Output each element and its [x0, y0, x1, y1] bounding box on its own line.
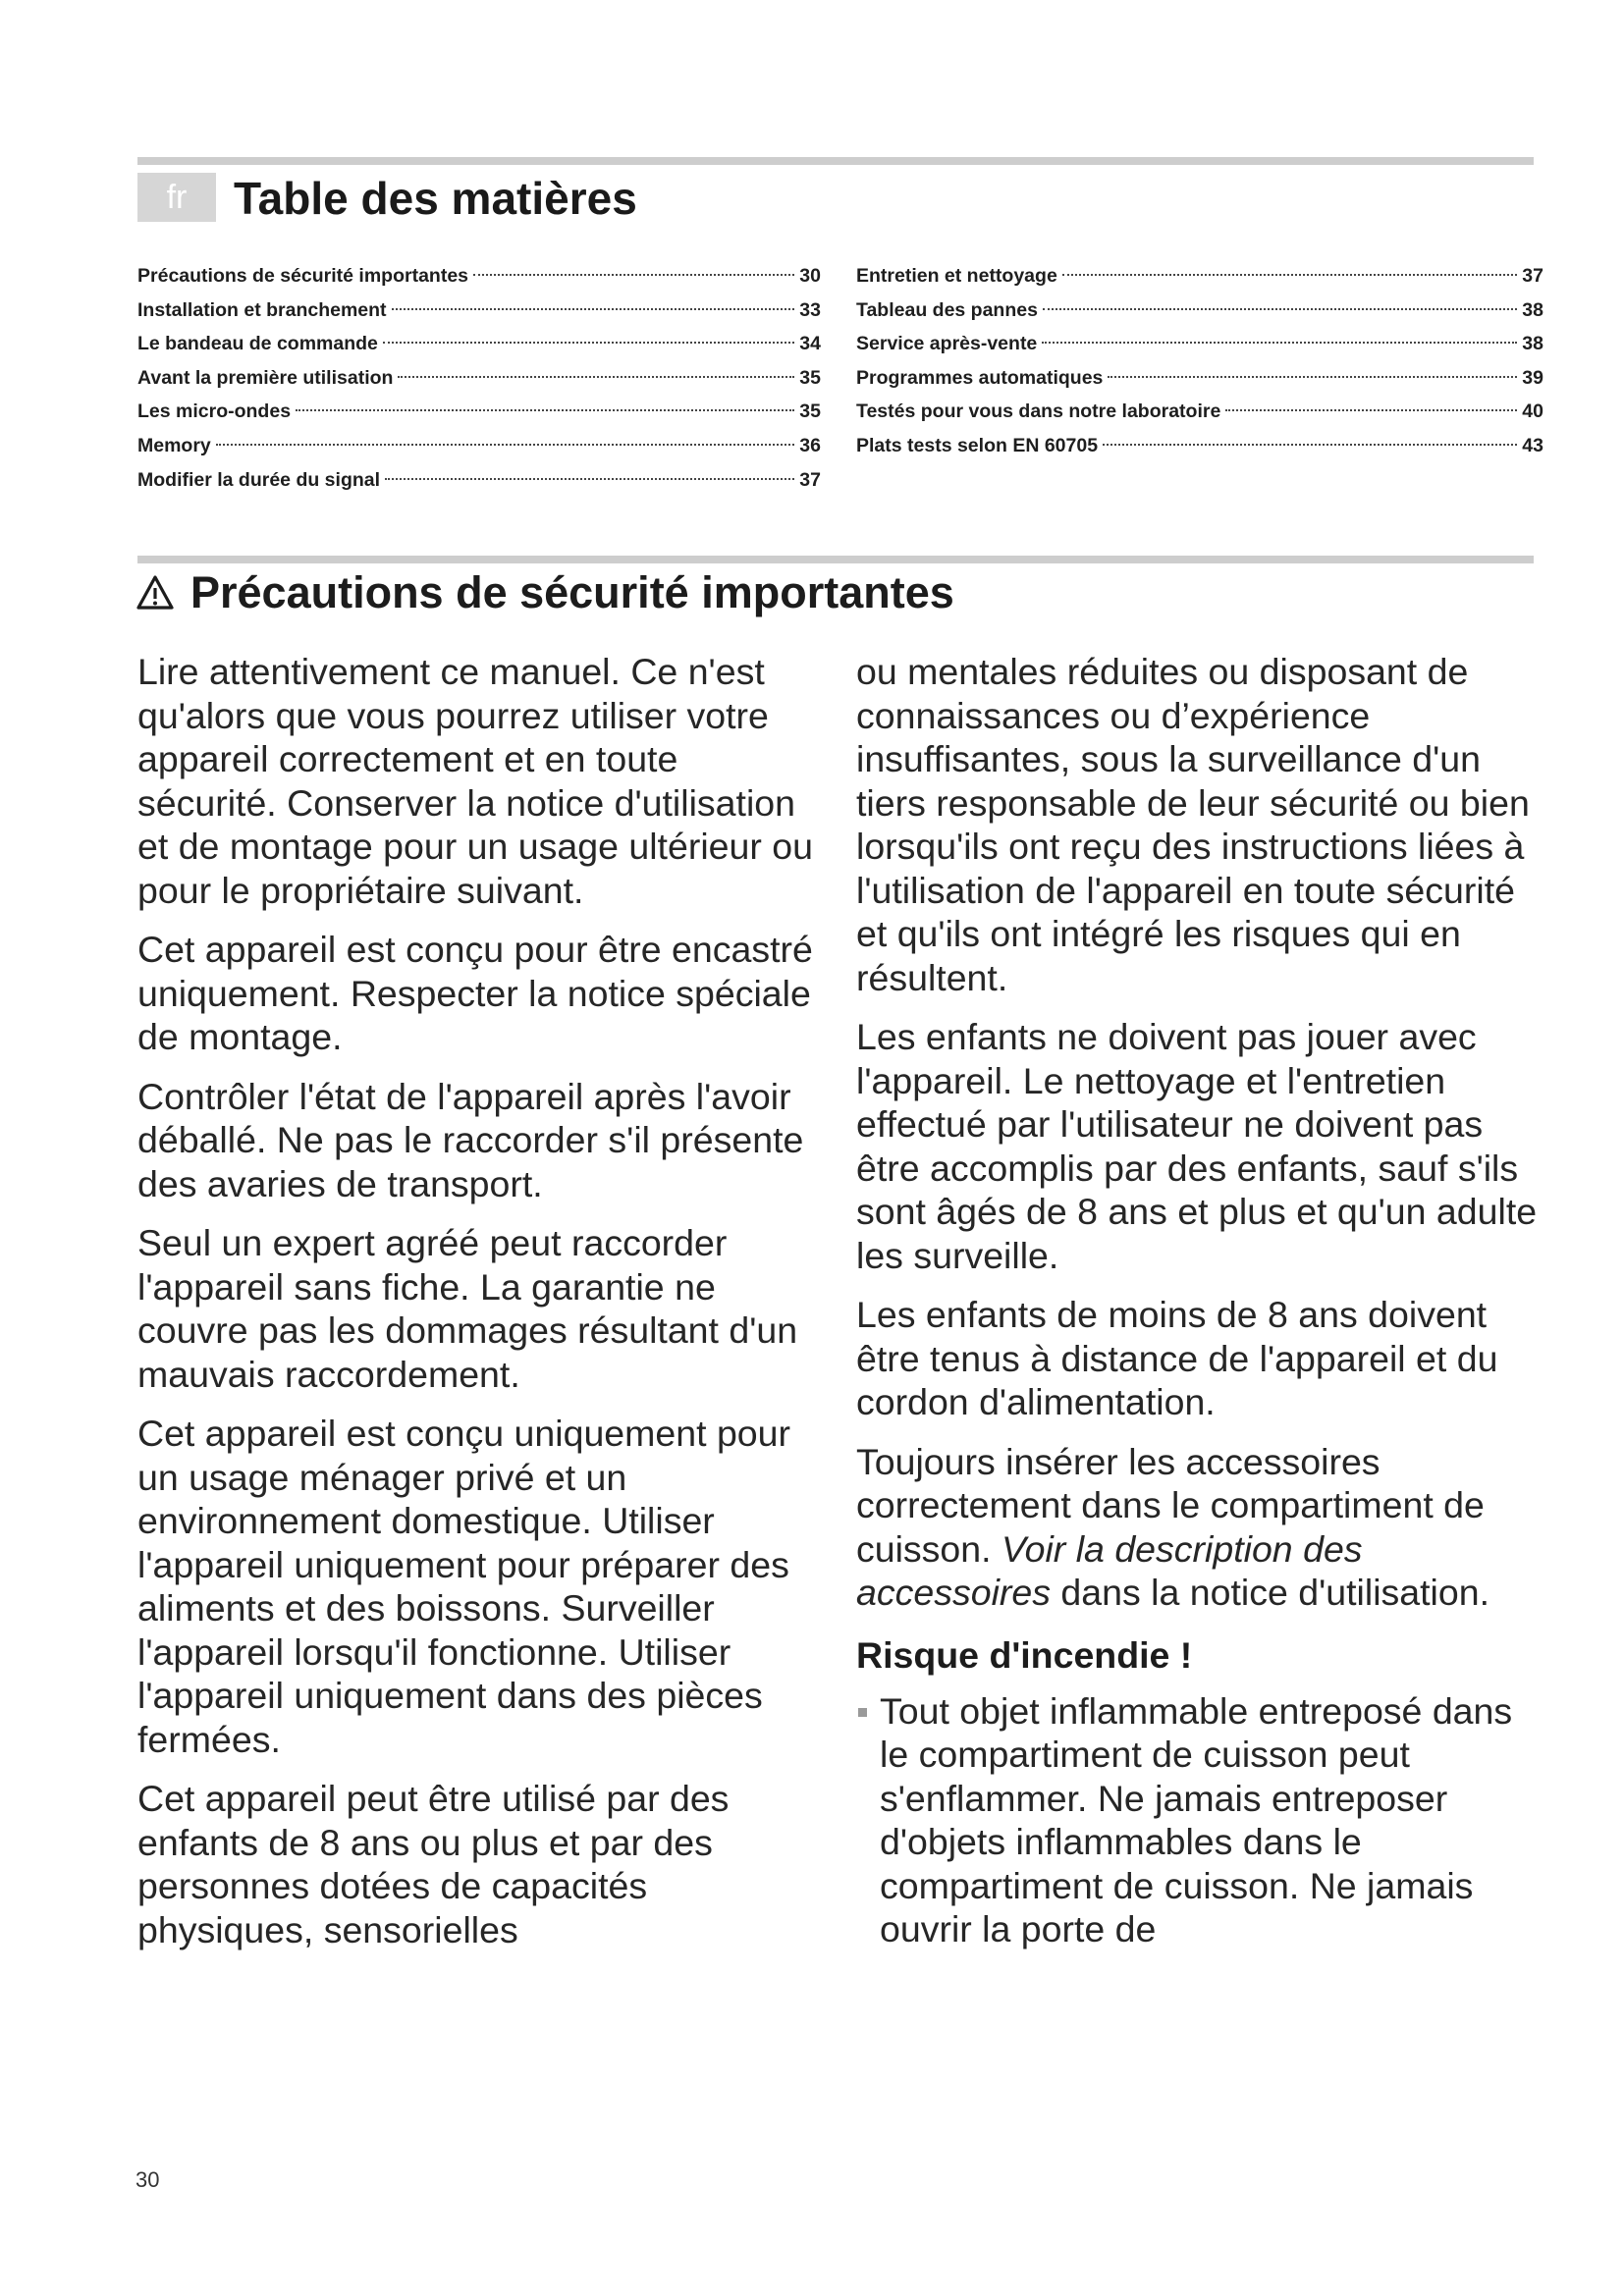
toc-entry-label: Memory [137, 434, 211, 456]
body-paragraph: Cet appareil peut être utilisé par des enfants de 8 ans ou plus et par des personnes dotées de capacités physiques, sensorielles [137, 1778, 730, 1950]
toc-leader-dots [473, 274, 794, 276]
toc-leader-dots [1108, 376, 1517, 378]
toc-entry-page: 34 [799, 333, 821, 355]
section-heading-text: Précautions de sécurité importantes [190, 567, 954, 617]
toc-entry-label: Modifier la durée du signal [137, 468, 381, 491]
toc-leader-dots [1042, 342, 1517, 344]
toc-entry[interactable] [856, 327, 1543, 361]
toc-entry-page: 35 [799, 366, 821, 389]
toc-entry-page: 36 [799, 434, 821, 456]
toc-entry-page: 37 [799, 468, 821, 491]
toc-entry[interactable] [137, 463, 821, 498]
toc-heading: Table des matières [234, 173, 637, 224]
accessories-paragraph [856, 1440, 1543, 1615]
toc-entry[interactable] [856, 429, 1543, 463]
toc-entry[interactable] [856, 294, 1543, 328]
toc-entry-page: 43 [1522, 434, 1543, 456]
toc-leader-dots [392, 308, 795, 310]
body-paragraph: Les enfants de moins de 8 ans doivent être tenus à distance de l'appareil et du cordon d'alimentation. [856, 1294, 1498, 1422]
body-paragraph: Lire attentivement ce manuel. Ce n'est qu'alors que vous pourrez utiliser votre appareil correctement et en toute sécurité. Conserver la notice d'utilisation et de montage pour un usage ultérieur ou pour le propriétaire suivant. [137, 651, 813, 911]
toc-entry-label: Installation et branchement [137, 298, 387, 321]
toc-entry[interactable] [137, 395, 821, 429]
toc-entry[interactable] [856, 259, 1543, 294]
toc-entry-page: 30 [799, 265, 821, 287]
toc-entry-label: Précautions de sécurité importantes [137, 265, 469, 287]
toc-entry-label: Entretien et nettoyage [856, 265, 1057, 287]
toc-entry-label: Le bandeau de commande [137, 333, 378, 355]
bullet-square-icon [858, 1708, 867, 1717]
fire-risk-bullet-text: Tout objet inflammable entreposé dans le compartiment de cuisson peut s'enflammer. Ne jamais entreposer d'objets inflammables dans le compartiment de cuisson. Ne jamais ouvrir la porte de [880, 1689, 1513, 1949]
toc-entry[interactable] [856, 395, 1543, 429]
toc-entry-page: 37 [1522, 265, 1543, 287]
top-divider [137, 157, 1534, 165]
body-column-left [137, 650, 825, 1967]
toc-column-left [137, 259, 821, 497]
toc-leader-dots [398, 376, 794, 378]
toc-leader-dots [1062, 274, 1518, 276]
toc-entry[interactable] [137, 259, 821, 294]
toc-leader-dots [385, 478, 794, 480]
toc-entry-label: Tableau des pannes [856, 298, 1038, 321]
language-badge: fr [137, 173, 216, 222]
toc-entry[interactable] [137, 361, 821, 396]
toc-entry-page: 38 [1522, 333, 1543, 355]
toc-entry[interactable] [137, 294, 821, 328]
body-paragraph: ou mentales réduites ou disposant de connaissances ou d’expérience insuffisantes, sous la surveillance d'un tiers responsable de leur sécurité ou bien lorsqu'ils ont reçu des instructions liées à l'utilisation de l'appareil en toute sécurité et qu'ils ont intégré les risques qui en résultent. [856, 651, 1530, 998]
body-paragraph: Seul un expert agréé peut raccorder l'appareil sans fiche. La garantie ne couvre pas les dommages résultant d'un mauvais raccordement. [137, 1222, 798, 1395]
toc-entry[interactable] [137, 429, 821, 463]
fire-risk-heading: Risque d'incendie ! [856, 1633, 1193, 1676]
toc-leader-dots [1225, 409, 1517, 411]
toc-entry-label: Plats tests selon EN 60705 [856, 434, 1099, 456]
accessories-text-start: Toujours insérer les accessoires correctement dans le compartiment de cuisson. [856, 1440, 1485, 1570]
fire-risk-bullet [856, 1689, 1543, 1951]
body-paragraph: Cet appareil est conçu pour être encastré uniquement. Respecter la notice spéciale de montage. [137, 929, 813, 1057]
section-heading [135, 561, 954, 624]
toc-entry-page: 39 [1522, 366, 1543, 389]
toc-entry-label: Service après-vente [856, 333, 1038, 355]
toc-entry[interactable] [137, 327, 821, 361]
toc-leader-dots [1103, 444, 1517, 446]
warning-triangle-icon [135, 574, 175, 612]
toc-entry-page: 35 [799, 400, 821, 423]
toc-entry-label: Les micro-ondes [137, 400, 292, 423]
toc-entry-page: 38 [1522, 298, 1543, 321]
accessories-text-end: dans la notice d'utilisation. [1051, 1572, 1490, 1613]
toc-column-right [856, 259, 1543, 463]
toc-entry-label: Programmes automatiques [856, 366, 1104, 389]
body-paragraph: Les enfants ne doivent pas jouer avec l'appareil. Le nettoyage et l'entretien effectué par l'utilisateur ne doivent pas être accomplis par des enfants, sauf s'ils sont âgés de 8 ans et plus et qu'un adulte les surveille. [856, 1016, 1538, 1276]
toc-leader-dots [296, 409, 794, 411]
body-column-right [856, 650, 1543, 1951]
toc-entry-label: Testés pour vous dans notre laboratoire [856, 400, 1221, 423]
toc-entry-label: Avant la première utilisation [137, 366, 394, 389]
accessories-reference: Voir la description des accessoires [856, 1527, 1363, 1613]
toc-entry[interactable] [856, 361, 1543, 396]
body-paragraph: Cet appareil est conçu uniquement pour un usage ménager privé et un environnement domestique. Utiliser l'appareil uniquement pour préparer des aliments et des boissons. Surveiller l'appareil lorsqu'il fonctionne. Utiliser l'appareil uniquement dans des pièces fermées. [137, 1413, 791, 1760]
toc-entry-page: 40 [1522, 400, 1543, 423]
toc-leader-dots [216, 444, 795, 446]
page-number: 30 [135, 2167, 160, 2192]
toc-leader-dots [1043, 308, 1517, 310]
body-paragraph: Contrôler l'état de l'appareil après l'avoir déballé. Ne pas le raccorder s'il présente des avaries de transport. [137, 1075, 804, 1204]
toc-leader-dots [383, 342, 794, 344]
toc-entry-page: 33 [799, 298, 821, 321]
